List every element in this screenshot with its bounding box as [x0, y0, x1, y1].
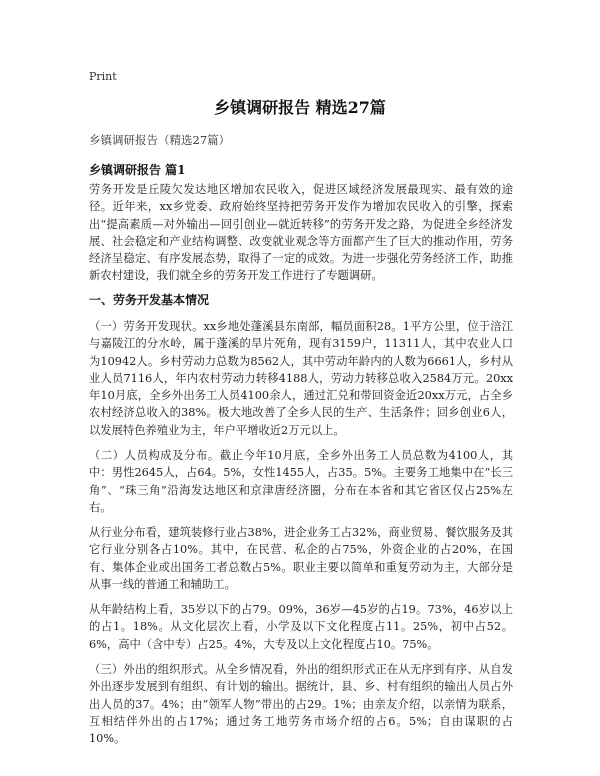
print-label[interactable]: Print: [89, 70, 117, 83]
paragraph-age: 从年龄结构上看，35岁以下的占79。09%，36岁—45岁的占19。73%，46岁以上的占1。18%。从文化层次上看，小学及以下文化程度占11。25%，初中占52。6%，高中（含中专）占25。4%，大专及以上文化程度占10。75%。: [89, 603, 513, 651]
subsection-heading: 一、劳务开发基本情况: [89, 293, 210, 307]
section-heading: 乡镇调研报告 篇1: [89, 163, 186, 177]
paragraph-industry: 从行业分布看，建筑装修行业占38%，进企业务工占32%，商业贸易、餐饮服务及其它行业分别各占10%。其中，在民营、私企的占75%，外资企业的占20%，在国有、集体企业或出国务工者总数占5%。职业主要以简单和重复劳动为主，大部分是从事一线的普通工和辅助工。: [89, 526, 513, 591]
paragraph-organization: （三）外出的组织形式。从全乡情况看，外出的组织形式正在从无序到有序、从自发外出逐步发展到有组织、有计划的输出。据统计，县、乡、村有组织的输出人员占外出人员的37。4%；由“领军人物”带出的占29。1%；由亲友介绍，以亲情为联系，互相结伴外出的占17%；通过务工地劳务市场介绍的占6。5%；自由谋职的占10%。: [89, 663, 513, 746]
document-subtitle: 乡镇调研报告（精选27篇）: [89, 133, 231, 147]
document-title: 乡镇调研报告 精选27篇: [214, 98, 386, 117]
paragraph-intro: 劳务开发是丘陵欠发达地区增加农民收入，促进区域经济发展最现实、最有效的途径。近年来，xx乡党委、政府始终坚持把劳务开发作为增加农民收入的引擎，探索出“提高素质—对外输出—回引创业—就近转移”的劳务开发之路，为促进全乡经济发展、社会稳定和产业结构调整、改变就业观念等方面都产生了巨大的推动作用，劳务经济呈稳定、有序发展态势，取得了一定的成效。为进一步强化劳务经济工作，助推新农村建设，我们就全乡的劳务开发工作进行了专题调研。: [89, 183, 513, 283]
paragraph-composition: （二）人员构成及分布。截止今年10月底，全乡外出务工人员总数为4100人，其中：男性2645人，占64。5%，女性1455人，占35。5%。主要务工地集中在“长三角”、“珠三角”沿海发达地区和京津唐经济圈，分布在本省和其它省区仅占25%左右。: [89, 449, 513, 514]
paragraph-status: （一）劳务开发现状。xx乡地处蓬溪县东南部，幅员面积28。1平方公里，位于涪江与嘉陵江的分水岭，属于蓬溪的旱片死角，现有3159户，11311人，其中农业人口为10942人。乡村劳动力总数为8562人，其中劳动年龄内的人数为6661人，乡村从业人员7116人，年内农村劳动力转移4188人，劳动力转移总收入2584万元。20xx年10月底，全乡外出务工人员4100余人，通过汇兑和带回资金近20xx万元，占全乡农村经济总收入的38%。极大地改善了全乡人民的生产、生活条件；回乡创业6人，以发展特色养殖业为主，年户平增收近2万元以上。: [89, 320, 513, 437]
